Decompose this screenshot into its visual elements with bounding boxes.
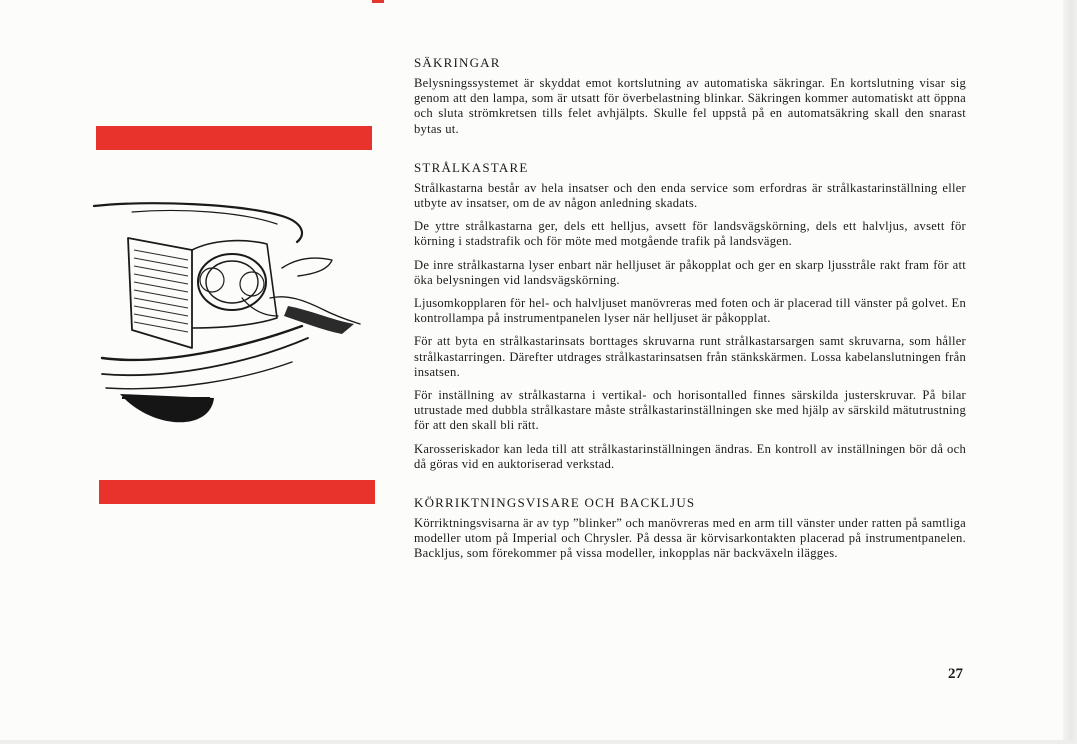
paragraph: Ljusomkopplaren för hel- och halvljuset manövreras med foten och är placerad till vänster på golvet. En kontrollampa på instrumentpanelen lyser när helljuset är påkopplat.: [414, 296, 966, 326]
top-tab-mark: [372, 0, 384, 3]
paragraph: Strålkastarna består av hela insatser och den enda service som erfordras är strålkastarinställning eller utbyte av insatser, om de av någon anledning skadats.: [414, 180, 966, 211]
section-sakringar: [414, 55, 966, 137]
paragraph: De inre strålkastarna lyser enbart när helljuset är påkopplat och ger en skarp ljusstråle rakt fram för att öka belysningen vid landsvägskörning.: [414, 257, 966, 287]
page-edge-right: [1063, 0, 1077, 744]
paragraph: För att byta en strålkastarinsats borttages skruvarna runt strålkastarsargen samt skruvarna, som håller strålkastarringen. Därefter utdrages strålkastarinsatsen från stänkskärmen. Lossa kabelanslutningen från insatsen.: [414, 334, 966, 379]
section-heading: STRÅLKASTARE: [414, 159, 529, 175]
red-bar-top: [96, 126, 372, 150]
section-stralkastare: [414, 160, 966, 472]
red-bar-bottom: [99, 480, 375, 504]
paragraph: De yttre strålkastarna ger, dels ett helljus, avsett för landsvägskörning, dels ett halvljus, avsett för körning i stadstrafik och för möte med motgående trafik på landsvägen.: [414, 219, 966, 249]
text-column: [414, 55, 966, 585]
section-korriktningsvisare: [414, 495, 966, 562]
section-heading: KÖRRIKTNINGSVISARE OCH BACKLJUS: [414, 495, 696, 511]
paragraph: Körriktningsvisarna är av typ ”blinker” och manövreras med en arm till vänster under ratten på samtliga modeller utom på Imperial och Chrysler. På dessa är körvisarkontakten placerad på instrumentpanelen. Backljus, som förekommer på vissa modeller, inkopplas när backväxeln ilägges.: [414, 516, 966, 561]
paragraph: Karosseriskador kan leda till att strålkastarinställningen ändras. En kontroll av inställningen bör då och då göras vid en auktoriserad verkstad.: [414, 441, 966, 471]
paragraph: Belysningssystemet är skyddat emot kortslutning av automatiska säkringar. En kortslutning visar sig genom att den lampa, som är utsatt för överbelastning blinkar. Säkringen kommer automatiskt att öppna och sluta strömkretsen tills felet avhjälpts. Skulle fel uppstå på en automatsäkring skall den snarast bytas ut.: [414, 76, 966, 136]
section-heading: SÄKRINGAR: [414, 55, 501, 70]
paragraph: För inställning av strålkastarna i vertikal- och horisontalled finnes särskilda justerskruvar. På bilar utrustade med dubbla strålkastare måste strålkastarinställningen ske med hjälp av särskild mätutrustning för att den skall bli rätt.: [414, 388, 966, 433]
page-edge-bottom: [0, 740, 1077, 744]
headlight-service-illustration: [92, 198, 364, 434]
page-number: 27: [948, 666, 963, 682]
